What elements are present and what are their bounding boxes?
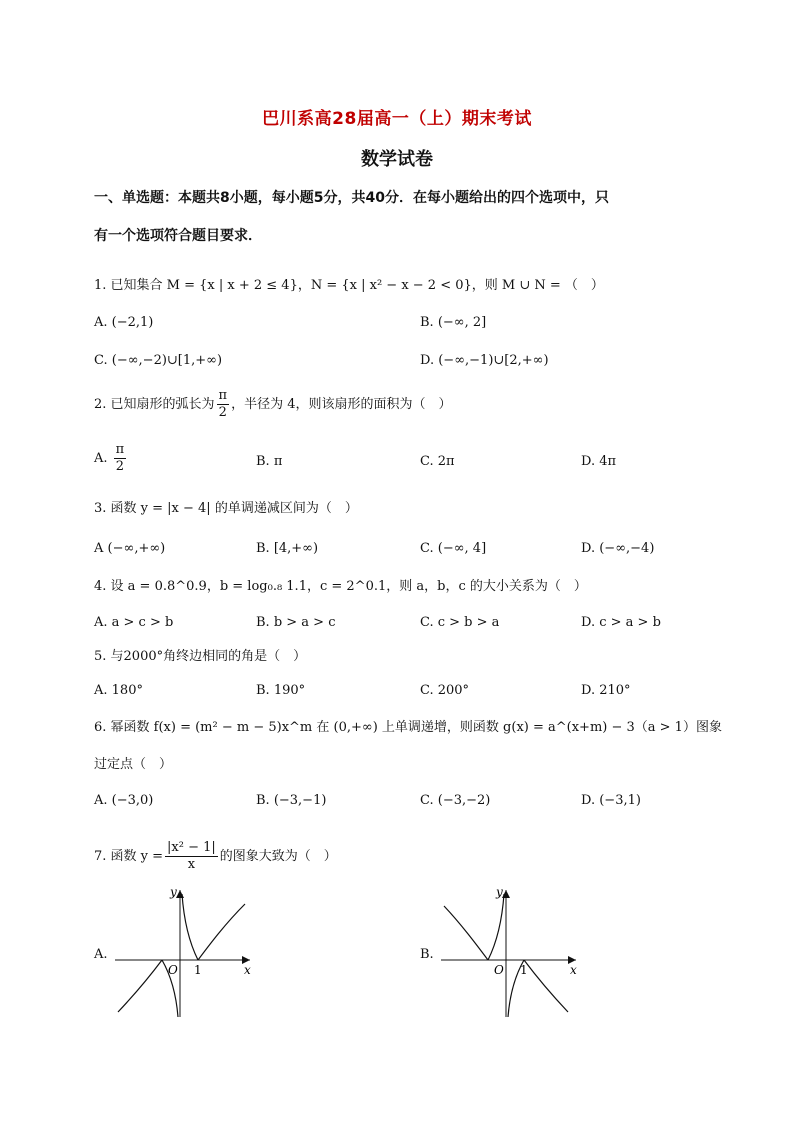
question-1-option-d: D. (−∞,−1)∪[2,+∞) [420, 353, 549, 368]
question-5-option-d: D. 210° [581, 683, 631, 698]
question-2-option-a-den: 2 [115, 459, 125, 474]
question-4-option-a: A. a > c > b [94, 615, 174, 630]
question-3-option-b: B. [4,+∞) [256, 541, 319, 556]
section-heading-line1: 一、单选题：本题共8小题，每小题5分，共40分．在每小题给出的四个选项中，只 [94, 190, 609, 206]
graph-b-y-label: y [496, 885, 503, 899]
question-2-option-a-num: π [115, 442, 125, 457]
question-7-fraction-num: |x² − 1| [167, 840, 216, 855]
graph-a-curve-right-outer [198, 904, 245, 960]
question-2-stem-after: ，半径为 4，则该扇形的面积为（ ） [231, 397, 452, 412]
question-2-option-b: B. π [256, 454, 283, 469]
question-1-option-b: B. (−∞, 2] [420, 315, 487, 330]
question-4-option-d: D. c > a > b [581, 615, 661, 630]
graph-a-curve-right-upper [182, 894, 198, 960]
question-6-option-b: B. (−3,−1) [256, 793, 327, 808]
question-2-fraction [217, 388, 230, 421]
exam-subject-title: 数学试卷 [361, 149, 433, 170]
question-1-option-c: C. (−∞,−2)∪[1,+∞) [94, 353, 223, 368]
graph-b-curve-right-outer [524, 960, 568, 1012]
question-7-graph-a-label: A. [94, 947, 108, 962]
question-6-option-c: C. (−3,−2) [420, 793, 491, 808]
graph-a-curve-left-outer [118, 960, 162, 1012]
question-1-stem: 1. 已知集合 M = {x | x + 2 ≤ 4}，N = {x | x² − x − 2 < 0}，则 M ∪ N = （ ） [94, 278, 604, 293]
question-2-option-d: D. 4π [581, 454, 617, 469]
question-3-option-d: D. (−∞,−4) [581, 541, 655, 556]
question-4-stem: 4. 设 a = 0.8^0.9，b = log₀.₈ 1.1，c = 2^0.1，则 a，b，c 的大小关系为（ ） [94, 579, 587, 594]
question-2-option-c: C. 2π [420, 454, 455, 469]
question-2-option-a [94, 442, 128, 475]
question-7-stem-before: 7. 函数 y = [94, 849, 164, 864]
question-3-stem: 3. 函数 y = |x − 4| 的单调递减区间为（ ） [94, 501, 358, 516]
question-2-option-a-fraction [114, 442, 127, 475]
question-4-option-b: B. b > a > c [256, 615, 336, 630]
question-6-stem-line2: 过定点（ ） [94, 757, 173, 772]
question-7-fraction [165, 840, 218, 873]
question-7-stem-after: 的图象大致为（ ） [219, 849, 337, 864]
question-7-graph-a [110, 882, 270, 1022]
graph-b-tick-1: 1 [520, 963, 528, 977]
graph-a-x-label: x [244, 963, 251, 977]
question-1-option-a: A. (−2,1) [94, 315, 154, 330]
graph-b-curve-left-outer [444, 906, 488, 960]
question-4-option-c: C. c > b > a [420, 615, 500, 630]
question-2-stem-before: 2. 已知扇形的弧长为 [94, 397, 215, 412]
graph-a-tick-1: 1 [194, 963, 202, 977]
question-7-fraction-den: x [187, 857, 196, 872]
question-5-option-b: B. 190° [256, 683, 306, 698]
graph-b-origin: O [494, 963, 504, 977]
question-5-stem: 5. 与2000°角终边相同的角是（ ） [94, 649, 307, 664]
question-6-option-d: D. (−3,1) [581, 793, 641, 808]
section-heading-line2: 有一个选项符合题目要求． [94, 228, 262, 244]
question-7-graph-b-label: B. [420, 947, 434, 962]
question-2-fraction-den: 2 [218, 405, 227, 420]
question-3-option-a: A (−∞,+∞) [94, 541, 166, 556]
question-2-option-a-label: A. [94, 451, 108, 466]
graph-a-origin: O [168, 963, 178, 977]
question-7-graph-b [436, 882, 596, 1022]
graph-b-curve-left-upper [488, 894, 504, 960]
question-6-stem-line1: 6. 幂函数 f(x) = (m² − m − 5)x^m 在 (0,+∞) 上单调递增，则函数 g(x) = a^(x+m) − 3（a > 1）图象 [94, 720, 722, 735]
graph-a-y-label: y [170, 885, 177, 899]
question-5-option-a: A. 180° [94, 683, 143, 698]
question-2-stem [94, 388, 452, 421]
question-3-option-c: C. (−∞, 4] [420, 541, 487, 556]
question-2-fraction-num: π [218, 388, 228, 403]
question-7-stem [94, 840, 337, 873]
graph-b-x-label: x [570, 963, 577, 977]
question-5-option-c: C. 200° [420, 683, 470, 698]
exam-school-title: 巴川系高28届高一（上）期末考试 [262, 109, 532, 129]
question-6-option-a: A. (−3,0) [94, 793, 154, 808]
